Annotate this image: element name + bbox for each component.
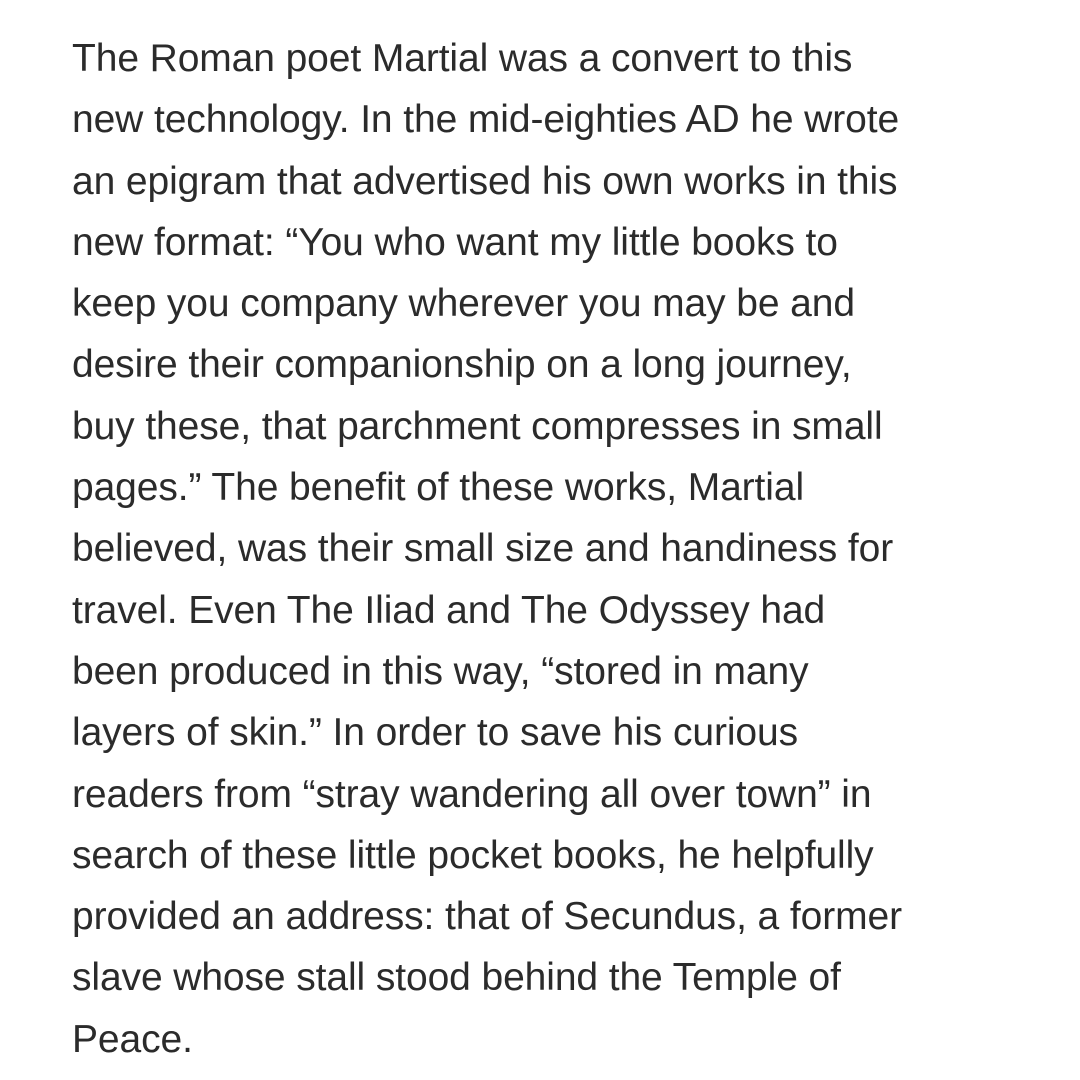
passage-line: new format: “You who want my little books to — [72, 220, 838, 264]
passage-text — [72, 28, 1032, 1070]
passage-line: new technology. In the mid-eighties AD he wrote — [72, 98, 900, 142]
passage-line: believed, was their small size and handiness for — [72, 527, 894, 571]
passage-line: Peace. — [72, 1017, 193, 1061]
passage-line: travel. Even The Iliad and The Odyssey had — [72, 588, 826, 632]
passage-line: pages.” The benefit of these works, Martial — [72, 466, 805, 510]
passage-line: The Roman poet Martial was a convert to this — [72, 37, 853, 80]
passage-line: provided an address: that of Secundus, a former — [72, 895, 902, 939]
passage-line: desire their companionship on a long journey, — [72, 343, 852, 387]
passage-line: an epigram that advertised his own works in this — [72, 159, 898, 203]
passage-line: keep you company wherever you may be and — [72, 282, 855, 326]
passage-line: buy these, that parchment compresses in small — [72, 404, 883, 448]
passage-line: search of these little pocket books, he helpfully — [72, 833, 874, 877]
passage-line: readers from “stray wandering all over town” in — [72, 772, 872, 816]
passage-line: been produced in this way, “stored in many — [72, 649, 809, 693]
passage-line: slave whose stall stood behind the Temple of — [72, 956, 841, 1000]
passage-line: layers of skin.” In order to save his curious — [72, 711, 798, 755]
